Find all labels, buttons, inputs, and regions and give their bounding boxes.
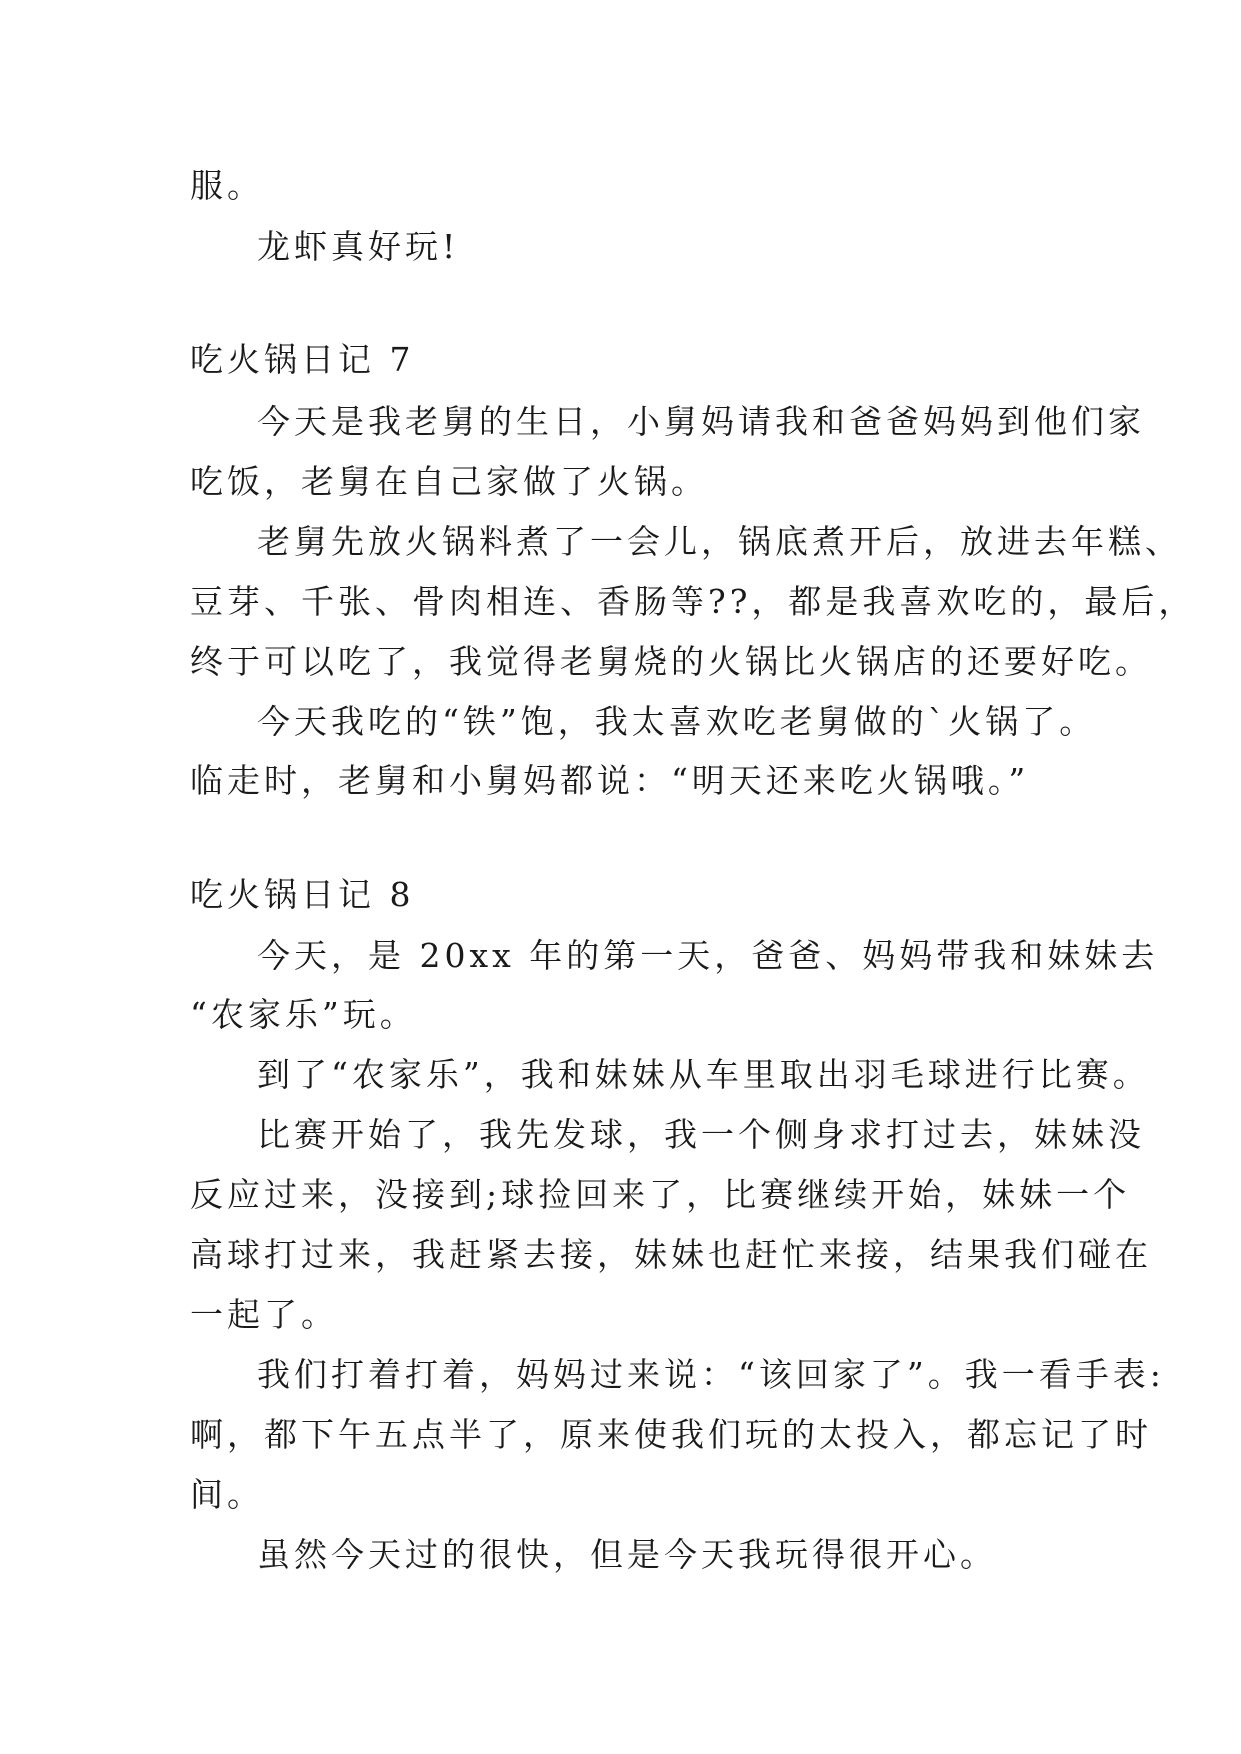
paragraph-line: 临走时，老舅和小舅妈都说：“明天还来吃火锅哦。”	[190, 761, 1030, 800]
paragraph-line: 高球打过来，我赶紧去接，妹妹也赶忙来接，结果我们碰在	[190, 1235, 1152, 1274]
paragraph-line: 反应过来，没接到;球捡回来了，比赛继续开始，妹妹一个	[190, 1175, 1131, 1214]
paragraph-line: 间。	[190, 1475, 264, 1514]
paragraph-line: 到了“农家乐”，我和妹妹从车里取出羽毛球进行比赛。	[257, 1055, 1150, 1094]
paragraph-line: 豆芽、千张、骨肉相连、香肠等??，都是我喜欢吃的，最后，	[190, 582, 1196, 621]
paragraph-line: 吃饭，老舅在自己家做了火锅。	[190, 462, 708, 501]
paragraph-line: “农家乐”玩。	[190, 995, 417, 1034]
paragraph-line: 今天我吃的“铁”饱，我太喜欢吃老舅做的`火锅了。	[257, 702, 1097, 741]
paragraph-line: 比赛开始了，我先发球，我一个侧身求打过去，妹妹没	[257, 1115, 1145, 1154]
paragraph-line: 龙虾真好玩!	[257, 227, 460, 266]
paragraph-line: 终于可以吃了，我觉得老舅烧的火锅比火锅店的还要好吃。	[190, 642, 1152, 681]
diary-heading-7: 吃火锅日记 7	[190, 340, 415, 379]
paragraph-line: 一起了。	[190, 1295, 338, 1334]
diary-heading-8: 吃火锅日记 8	[190, 875, 415, 914]
paragraph-line: 老舅先放火锅料煮了一会儿，锅底煮开后，放进去年糕、	[257, 522, 1182, 561]
paragraph-line: 今天是我老舅的生日，小舅妈请我和爸爸妈妈到他们家	[257, 402, 1145, 441]
paragraph-line: 啊，都下午五点半了，原来使我们玩的太投入，都忘记了时	[190, 1415, 1152, 1454]
paragraph-line: 服。	[190, 166, 264, 205]
paragraph-line: 虽然今天过的很快，但是今天我玩得很开心。	[257, 1535, 997, 1574]
paragraph-line: 今天，是 20xx 年的第一天，爸爸、妈妈带我和妹妹去	[257, 936, 1159, 975]
paragraph-line: 我们打着打着，妈妈过来说：“该回家了”。我一看手表:	[257, 1355, 1165, 1394]
